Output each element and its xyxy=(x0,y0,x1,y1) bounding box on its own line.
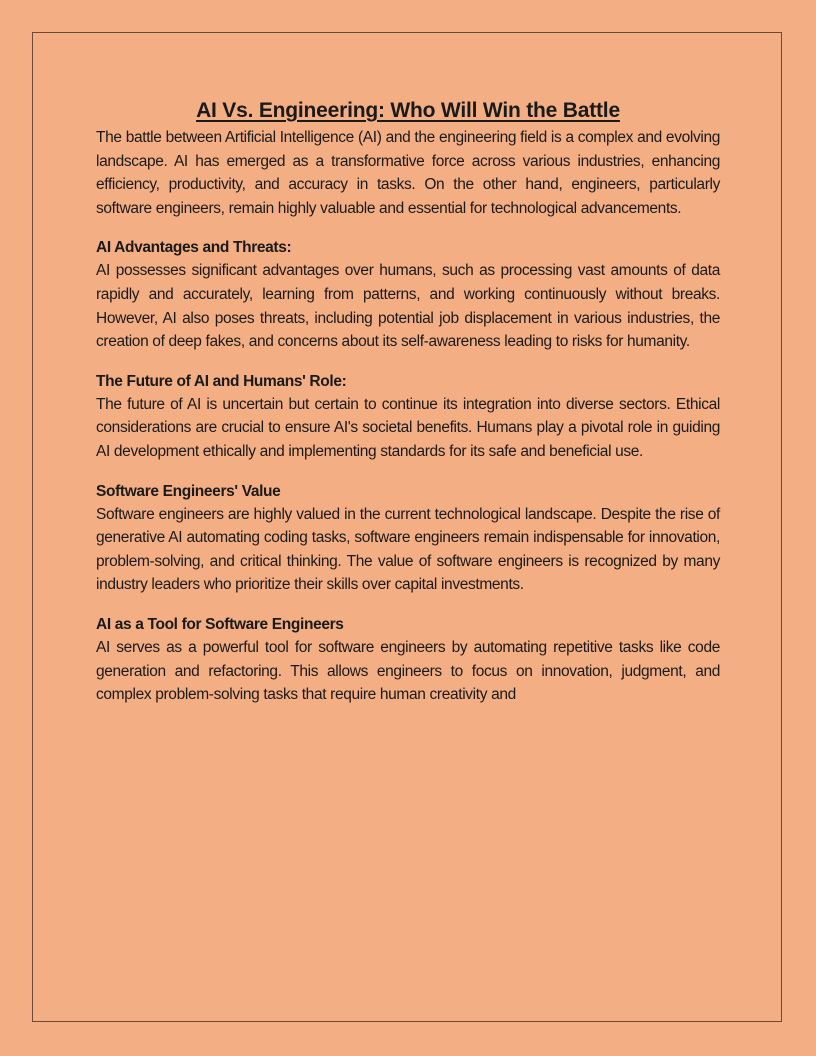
intro-paragraph: The battle between Artificial Intelligence (AI) and the engineering field is a complex and evolving landscape. AI has emerged as a transformative force across various industries, enhancing efficiency, productivity, and accuracy in tasks. On the other hand, engineers, particularly software engineers, remain highly valuable and essential for technological advancements. xyxy=(96,129,720,217)
section-body-software-engineers-value: Software engineers are highly valued in the current technological landscape. Despite the rise of generative AI automating coding tasks, software engineers remain indispensable for innovation, problem-solving, and critical thinking. The value of software engineers is recognized by many industry leaders who prioritize their skills over capital investments. xyxy=(96,505,720,594)
section-body-ai-advantages: AI possesses significant advantages over humans, such as processing vast amounts of data rapidly and accurately, learning from patterns, and working continuously without breaks. However, AI also poses threats, including potential job displacement in various industries, the creation of deep fakes, and concerns about its self-awareness leading to risks for humanity. xyxy=(96,262,720,351)
section-body-future-of-ai: The future of AI is uncertain but certain to continue its integration into diverse sectors. Ethical considerations are crucial to ensure AI's societal benefits. Humans play a pivotal role in guiding AI development ethically and implementing standards for its safe and beneficial use. xyxy=(96,395,720,460)
document-title: AI Vs. Engineering: Who Will Win the Battle xyxy=(196,99,620,122)
section-heading-future-of-ai: The Future of AI and Humans' Role: xyxy=(96,372,347,390)
document-content xyxy=(96,96,720,707)
section-heading-software-engineers-value: Software Engineers' Value xyxy=(96,482,281,500)
section-heading-ai-as-tool: AI as a Tool for Software Engineers xyxy=(96,615,344,633)
section-body-ai-as-tool: AI serves as a powerful tool for software engineers by automating repetitive tasks like code generation and refactoring. This allows engineers to focus on innovation, judgment, and complex problem-solving tasks that require human creativity and xyxy=(96,638,720,704)
section-heading-ai-advantages: AI Advantages and Threats: xyxy=(96,239,292,257)
